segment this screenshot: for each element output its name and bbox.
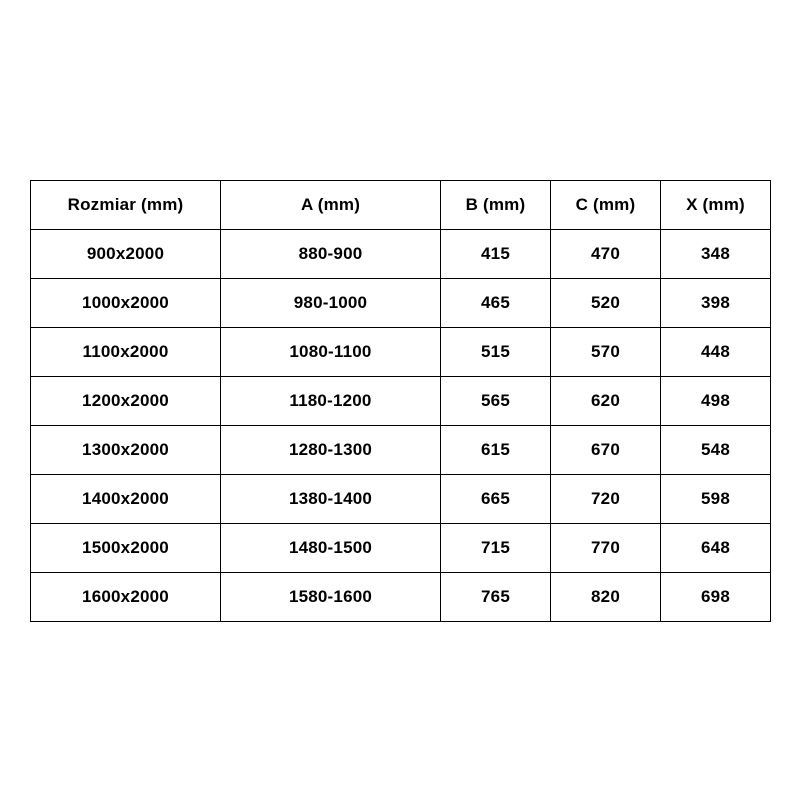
table-row [31, 524, 771, 573]
cell-x: 348 [661, 230, 771, 279]
cell-a: 880-900 [221, 230, 441, 279]
cell-a: 1380-1400 [221, 475, 441, 524]
cell-a: 1080-1100 [221, 328, 441, 377]
cell-b: 415 [441, 230, 551, 279]
table-row [31, 573, 771, 622]
cell-c: 620 [551, 377, 661, 426]
cell-x: 498 [661, 377, 771, 426]
column-header-rozmiar: Rozmiar (mm) [31, 181, 221, 230]
cell-b: 615 [441, 426, 551, 475]
table-row [31, 230, 771, 279]
size-table-container [30, 180, 770, 622]
size-table [30, 180, 771, 622]
table-row [31, 328, 771, 377]
cell-a: 1480-1500 [221, 524, 441, 573]
table-row [31, 475, 771, 524]
cell-b: 515 [441, 328, 551, 377]
cell-x: 448 [661, 328, 771, 377]
cell-c: 720 [551, 475, 661, 524]
cell-c: 670 [551, 426, 661, 475]
cell-x: 548 [661, 426, 771, 475]
column-header-c: C (mm) [551, 181, 661, 230]
cell-rozmiar: 1500x2000 [31, 524, 221, 573]
cell-rozmiar: 1300x2000 [31, 426, 221, 475]
cell-c: 520 [551, 279, 661, 328]
column-header-a: A (mm) [221, 181, 441, 230]
cell-rozmiar: 1000x2000 [31, 279, 221, 328]
cell-rozmiar: 1600x2000 [31, 573, 221, 622]
table-body [31, 230, 771, 622]
cell-b: 565 [441, 377, 551, 426]
cell-rozmiar: 1400x2000 [31, 475, 221, 524]
cell-a: 1580-1600 [221, 573, 441, 622]
cell-c: 470 [551, 230, 661, 279]
cell-b: 465 [441, 279, 551, 328]
cell-c: 570 [551, 328, 661, 377]
cell-x: 598 [661, 475, 771, 524]
cell-x: 398 [661, 279, 771, 328]
cell-x: 698 [661, 573, 771, 622]
cell-c: 770 [551, 524, 661, 573]
cell-b: 715 [441, 524, 551, 573]
table-header [31, 181, 771, 230]
table-row [31, 377, 771, 426]
cell-a: 1280-1300 [221, 426, 441, 475]
cell-x: 648 [661, 524, 771, 573]
cell-rozmiar: 1100x2000 [31, 328, 221, 377]
cell-rozmiar: 1200x2000 [31, 377, 221, 426]
cell-b: 765 [441, 573, 551, 622]
cell-a: 1180-1200 [221, 377, 441, 426]
cell-rozmiar: 900x2000 [31, 230, 221, 279]
cell-c: 820 [551, 573, 661, 622]
table-row [31, 279, 771, 328]
cell-b: 665 [441, 475, 551, 524]
table-header-row [31, 181, 771, 230]
column-header-b: B (mm) [441, 181, 551, 230]
column-header-x: X (mm) [661, 181, 771, 230]
table-row [31, 426, 771, 475]
cell-a: 980-1000 [221, 279, 441, 328]
